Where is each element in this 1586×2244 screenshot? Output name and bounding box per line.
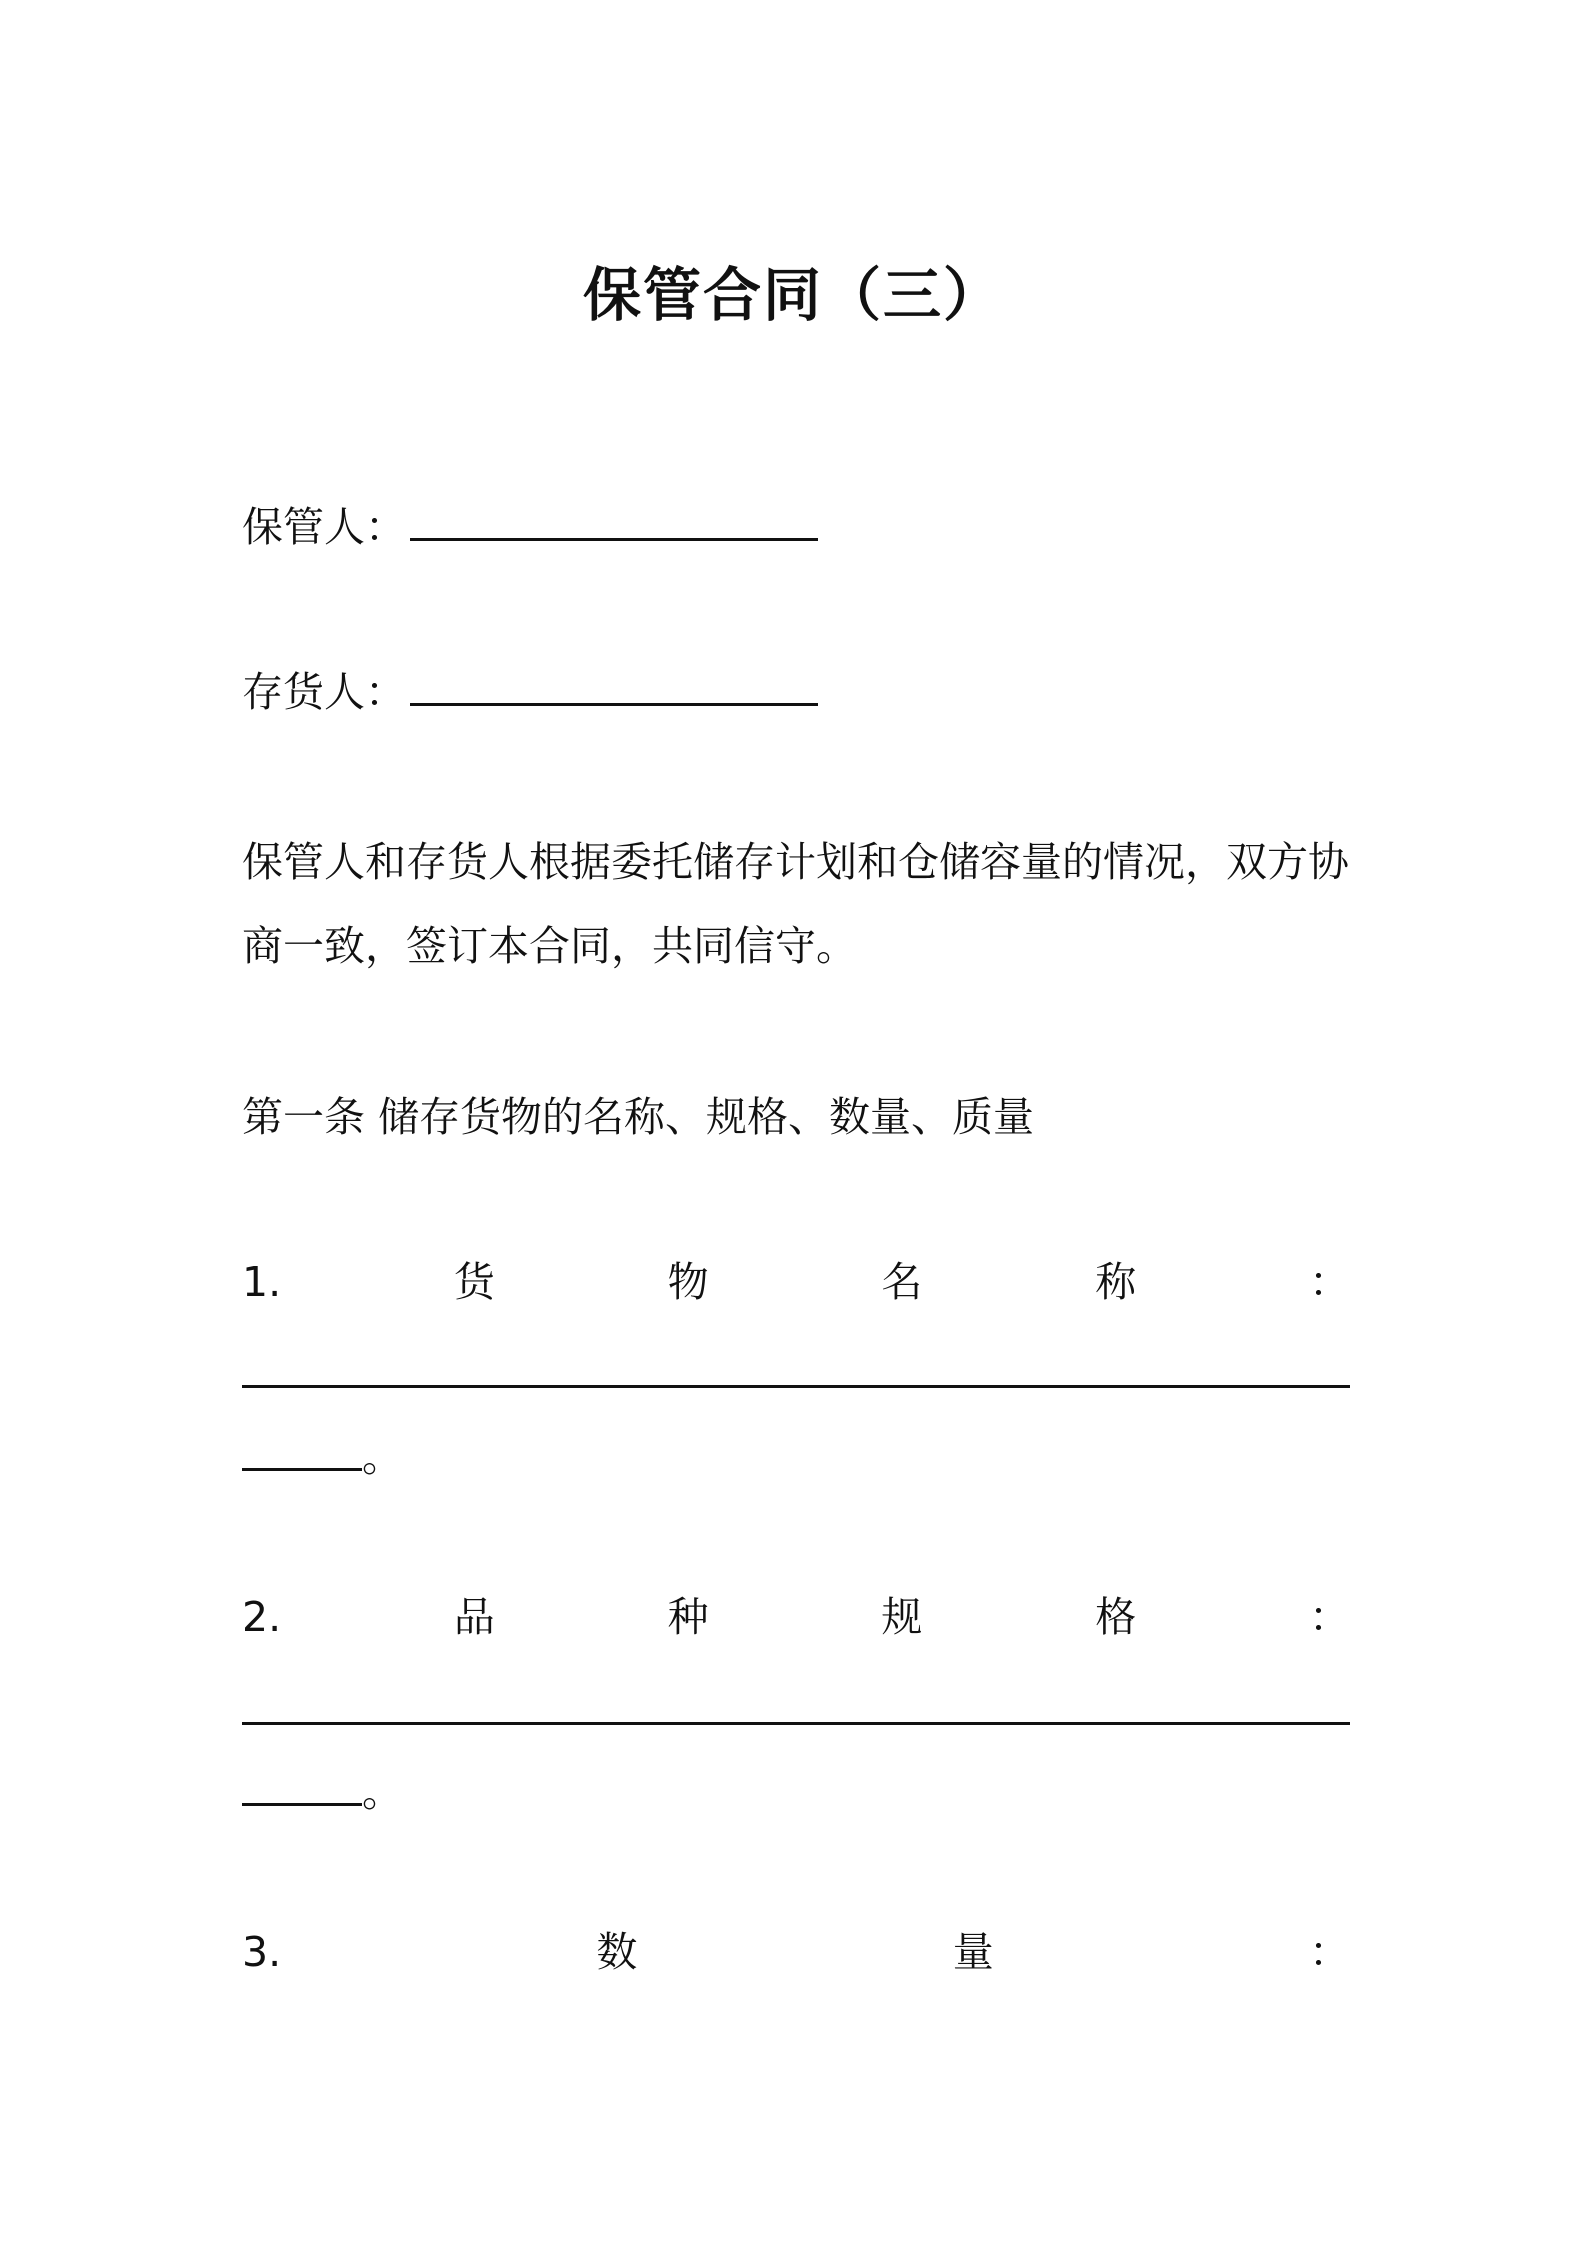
item1-colon: ：	[1308, 1258, 1350, 1306]
depositor-label: 存货人：	[242, 668, 406, 716]
item1-char: 称	[1095, 1258, 1137, 1306]
item2-colon: ：	[1308, 1593, 1350, 1641]
item1-tail	[242, 1415, 403, 1499]
item2-char: 规	[881, 1593, 923, 1641]
item1-char: 物	[667, 1258, 709, 1306]
item1-line	[242, 1240, 1350, 1324]
item1-char: 货	[453, 1258, 495, 1306]
item2-char: 种	[667, 1593, 709, 1641]
item2-end: 。	[362, 1768, 403, 1816]
item1-blank	[242, 1385, 1350, 1388]
item2-number: 2.	[242, 1593, 282, 1641]
item2-char: 格	[1095, 1593, 1137, 1641]
article1-heading: 第一条 储存货物的名称、规格、数量、质量	[242, 1093, 1035, 1141]
custodian-line	[242, 485, 818, 569]
document-title: 保管合同（三）	[582, 261, 1003, 329]
item3-char: 量	[952, 1928, 994, 1976]
intro-paragraph: 保管人和存货人根据委托储存计划和仓储容量的情况，双方协商一致，签订本合同，共同信守。	[242, 838, 1349, 970]
item3-number: 3.	[242, 1928, 282, 1976]
item1-char: 名	[881, 1258, 923, 1306]
item2-line	[242, 1575, 1350, 1659]
custodian-label: 保管人：	[242, 503, 406, 551]
item1-number: 1.	[242, 1258, 282, 1306]
item2-tail	[242, 1750, 403, 1834]
item3-colon: ：	[1308, 1928, 1350, 1976]
item3-char: 数	[596, 1928, 638, 1976]
item2-char: 品	[453, 1593, 495, 1641]
item1-end: 。	[362, 1433, 403, 1481]
item1-tail-blank	[242, 1420, 362, 1471]
depositor-line	[242, 650, 818, 734]
item2-blank	[242, 1722, 1350, 1725]
custodian-blank	[410, 490, 818, 541]
item3-line	[242, 1910, 1350, 1994]
item2-tail-blank	[242, 1755, 362, 1806]
depositor-blank	[410, 655, 818, 706]
